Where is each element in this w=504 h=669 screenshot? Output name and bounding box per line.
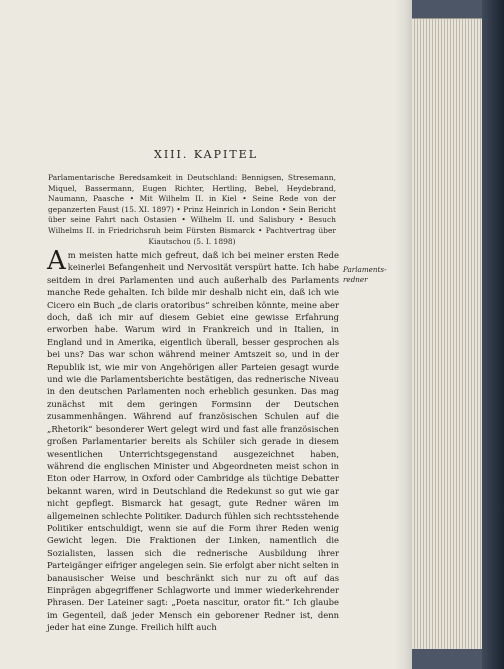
chapter-heading: XIII. KAPITEL bbox=[154, 148, 258, 161]
drop-cap: A bbox=[47, 246, 66, 276]
book-cover-top bbox=[412, 0, 482, 18]
page-gutter-shadow bbox=[395, 0, 412, 669]
body-text: m meisten hatte mich gefreut, daß ich bei meiner ersten Rede keinerlei Befangenheit und Nervosität verspürt hatte. Ich habe seitdem in drei Parlamenten und auch außerhalb des Parlaments manche Rede gehalten. Ich bilde mir deshalb nicht ein, daß ich wie Cicero ein Buch „de claris oratoribus“ schreiben könnte, meine aber doch, daß ich mir auf diesem Gebiet eine gewisse Erfahrung erworben habe. Warum wird in Frankreich und in Italien, in England und in Amerika, eigentlich überall, besser gesprochen als bei uns? Das war schon während meiner Amtszeit so, und in der Republik ist, wie mir von Angehörigen aller Parteien gesagt wurde und wie die Parlamentsberichte bestätigen, das rednerische Niveau in den deutschen Parlamenten noch erheblich gesunken. Das mag zunächst mit dem geringen Formsinn der Deutschen zusammenhängen. Während auf französischen Schulen auf die „Rhetorik“ besonderer Wert gelegt wird und fast alle französischen großen Parlamentarier bereits als Schüler sich gerade in diesem wesentlichen Unterrichtsgegenstand ausgezeichnet haben, während die englischen Minister und Abgeordneten meist schon in Eton oder Harrow, in Oxford oder Cambridge als tüchtige Debatter bekannt waren, wird in Deutschland die Redekunst so gut wie gar nicht gepflegt. Bismarck hat gesagt, gute Redner wären im allgemeinen schlechte Politiker. Dadurch fühlen sich rechtsstehende Politiker entschuldigt, wenn sie auf die Form ihrer Reden wenig Gewicht legen. Die Fraktionen der Linken, namentlich die Sozialisten, lassen sich die rednerische Ausbildung ihrer Parteigänger eifriger angelegen sein. Sie erfolgt aber nicht selten in banausischer Weise und beschränkt sich nur zu oft auf das Einprägen abgegriffener Schlagworte und immer wiederkehrender Phrasen. Der Lateiner sagt: „Poeta nascitur, orator fit.“ Ich glaube im Gegenteil, daß jeder Mensch ein geborener Redner ist, denn jeder hat eine Zunge. Freilich hilft auch bbox=[47, 250, 339, 633]
page-edges bbox=[412, 18, 482, 650]
book-cover-bottom bbox=[412, 649, 482, 669]
margin-note: Parlaments-redner bbox=[343, 265, 387, 284]
body-paragraph bbox=[47, 246, 339, 634]
chapter-summary: Parlamentarische Beredsamkeit in Deutschland: Bennigsen, Stresemann, Miquel, Bassermann, Eugen Richter, Hertling, Bebel, Heydebrand, Naumann, Paasche • Mit Wilhelm II. in Kiel • Seine Rede von der gepanzerten Faust (15. XI. 1897) • Prinz Heinrich in London • Sein Bericht über seine Fahrt nach Ostasien • Wilhelm II. und Salisbury • Besuch Wilhelms II. in Friedrichsruh beim Fürsten Bismarck • Pachtvertrag über Kiautschou (5. I. 1898) bbox=[48, 173, 336, 246]
book-cover-spine bbox=[482, 0, 504, 669]
